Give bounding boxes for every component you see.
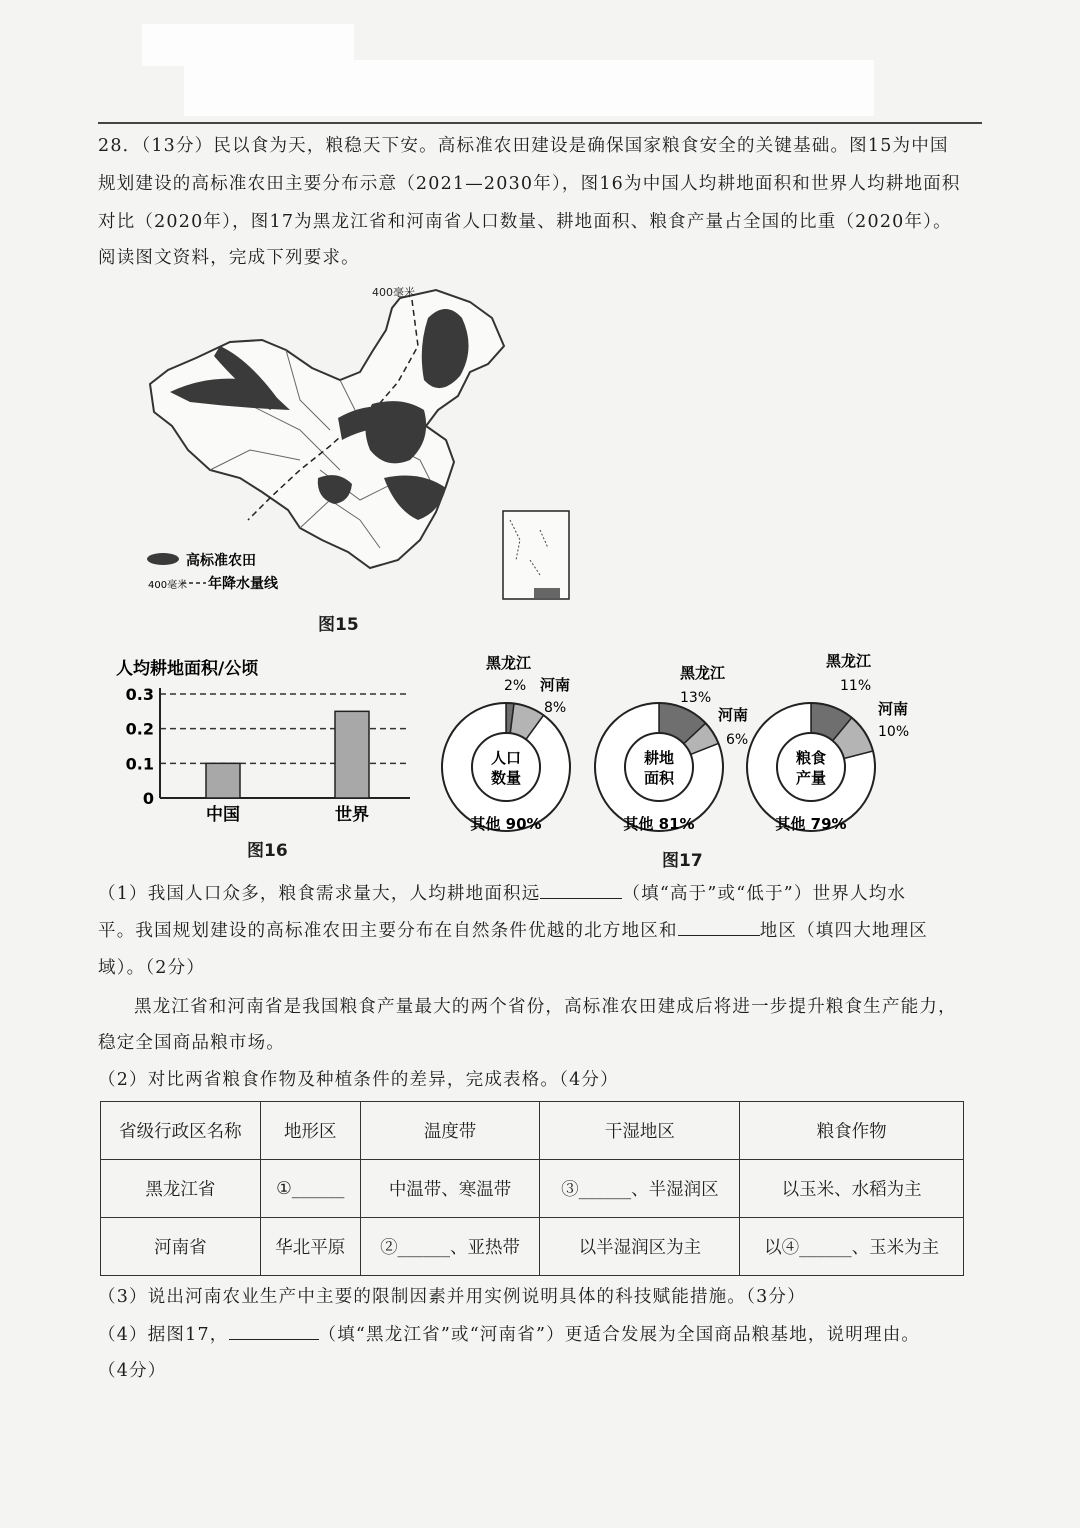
map-400mm-label: 400毫米 xyxy=(372,286,415,299)
table-cell: 以玉米、水稻为主 xyxy=(740,1160,964,1218)
legend-line-label: 年降水量线 xyxy=(208,576,278,592)
table-header: 地形区 xyxy=(260,1102,360,1160)
fig17-inner-circle xyxy=(472,733,540,801)
fig17-slice-value: 11% xyxy=(840,678,872,694)
fig17-slice-label: 河南 xyxy=(878,700,909,718)
fig16-category-label: 世界 xyxy=(335,805,369,825)
legend-farmland-label: 高标准农田 xyxy=(186,553,256,569)
part4-line-1 xyxy=(98,1321,920,1346)
fig17-inner-circle xyxy=(625,733,693,801)
fig17-slice-label: 黑龙江 xyxy=(826,652,872,670)
table-cell-blank-4[interactable]: 以④______、玉米为主 xyxy=(740,1218,964,1276)
table-row xyxy=(101,1160,964,1218)
fig17-slice-label: 河南 xyxy=(540,676,571,694)
part1-line-1 xyxy=(98,880,906,905)
fig17-slice-value: 2% xyxy=(504,678,527,694)
table-cell-blank-2[interactable]: ②______、亚热带 xyxy=(360,1218,540,1276)
fig16-ytick-label: 0.2 xyxy=(125,719,154,739)
fig16-ytick-label: 0.3 xyxy=(125,685,154,704)
answer-blank-part1-a[interactable] xyxy=(540,881,622,900)
table-header: 省级行政区名称 xyxy=(101,1102,261,1160)
legend-line-prefix: 400毫米 xyxy=(148,580,188,591)
fig17-other-label: 其他 79% xyxy=(775,815,847,833)
fig17-other-label: 其他 81% xyxy=(623,815,695,833)
fig17-slice-label: 河南 xyxy=(718,706,749,724)
figure17-caption: 图17 xyxy=(662,851,703,871)
part1-text-b: （填“高于”或“低于”）世界人均水 xyxy=(622,884,907,904)
table-cell-blank-3[interactable]: ③______、半湿润区 xyxy=(540,1160,740,1218)
fig17-inner-circle xyxy=(777,733,845,801)
table-cell: 以半湿润区为主 xyxy=(540,1218,740,1276)
table-header: 粮食作物 xyxy=(740,1102,964,1160)
material-line-2: 稳定全国商品粮市场。 xyxy=(98,1033,285,1053)
fig17-other-label: 其他 90% xyxy=(470,815,542,833)
figure15-caption: 图15 xyxy=(318,615,359,635)
fig17-center-label: 面积 xyxy=(643,769,675,787)
intro-line-2: 规划建设的高标准农田主要分布示意（2021—2030年），图16为中国人均耕地面积和世界人均耕地面积 xyxy=(98,174,961,194)
table-cell: 华北平原 xyxy=(260,1218,360,1276)
part2-prompt: （2）对比两省粮食作物及种植条件的差异，完成表格。（4分） xyxy=(98,1070,619,1090)
fig16-bar xyxy=(335,711,369,798)
fig17-slice-value: 10% xyxy=(878,724,910,740)
fig17-center-label: 数量 xyxy=(490,769,522,787)
table-header-row xyxy=(101,1102,964,1160)
figure15-map xyxy=(0,0,1080,620)
figure16-chart xyxy=(110,652,430,862)
table-cell-blank-1[interactable]: ①______ xyxy=(260,1160,360,1218)
fig17-slice-value: 13% xyxy=(680,690,712,706)
part3-text: （3）说出河南农业生产中主要的限制因素并用实例说明具体的科技赋能措施。（3分） xyxy=(98,1287,806,1307)
fig17-center-label: 粮食 xyxy=(795,749,827,767)
comparison-table xyxy=(100,1101,964,1276)
answer-blank-part4[interactable] xyxy=(229,1322,319,1341)
part4-text-b: （填“黑龙江省”或“河南省”）更适合发展为全国商品粮基地，说明理由。 xyxy=(318,1325,921,1345)
fig16-category-label: 中国 xyxy=(206,805,240,825)
part1-text-a: （1）我国人口众多，粮食需求量大，人均耕地面积远 xyxy=(98,884,541,904)
table-row xyxy=(101,1218,964,1276)
fig17-slice-label: 黑龙江 xyxy=(486,654,532,672)
part1-line-2 xyxy=(98,917,928,942)
answer-blank-part1-b[interactable] xyxy=(678,918,760,937)
south-china-sea-inset xyxy=(503,511,569,599)
fig16-bar xyxy=(206,763,240,798)
table-cell: 黑龙江省 xyxy=(101,1160,261,1218)
table-header: 温度带 xyxy=(360,1102,540,1160)
fig16-ytick-label: 0.1 xyxy=(125,754,154,774)
fig17-slice-value: 8% xyxy=(544,700,567,716)
fig17-center-label: 产量 xyxy=(795,769,827,787)
part1-text-c: 平。我国规划建设的高标准农田主要分布在自然条件优越的北方地区和 xyxy=(98,921,678,941)
table-cell: 中温带、寒温带 xyxy=(360,1160,540,1218)
part1-line-3: 域）。（2分） xyxy=(98,958,206,978)
intro-line-4: 阅读图文资料，完成下列要求。 xyxy=(98,248,360,268)
fig17-slice-value: 6% xyxy=(726,732,749,748)
intro-line-1: 28．（13分）民以食为天，粮稳天下安。高标准农田建设是确保国家粮食安全的关键基础。图15为中国 xyxy=(98,136,949,156)
table-header: 干湿地区 xyxy=(540,1102,740,1160)
part4-line-2: （4分） xyxy=(98,1361,167,1381)
fig16-ylabel: 人均耕地面积/公顷 xyxy=(116,659,259,679)
fig17-center-label: 耕地 xyxy=(643,749,675,767)
part4-text-a: （4）据图17， xyxy=(98,1325,229,1345)
figure17-charts xyxy=(430,648,950,848)
fig16-ytick-label: 0 xyxy=(142,789,154,808)
material-line-1: 黑龙江省和河南省是我国粮食产量最大的两个省份，高标准农田建成后将进一步提升粮食生产能力， xyxy=(134,997,957,1017)
intro-line-3: 对比（2020年），图17为黑龙江省和河南省人口数量、耕地面积、粮食产量占全国的比重（2020年）。 xyxy=(98,212,952,232)
fig17-center-label: 人口 xyxy=(490,749,522,767)
fig17-slice-label: 黑龙江 xyxy=(680,664,726,682)
legend-farmland-icon xyxy=(147,553,179,565)
figure16-caption: 图16 xyxy=(247,841,288,861)
part1-text-d: 地区（填四大地理区 xyxy=(759,921,929,941)
table-cell: 河南省 xyxy=(101,1218,261,1276)
